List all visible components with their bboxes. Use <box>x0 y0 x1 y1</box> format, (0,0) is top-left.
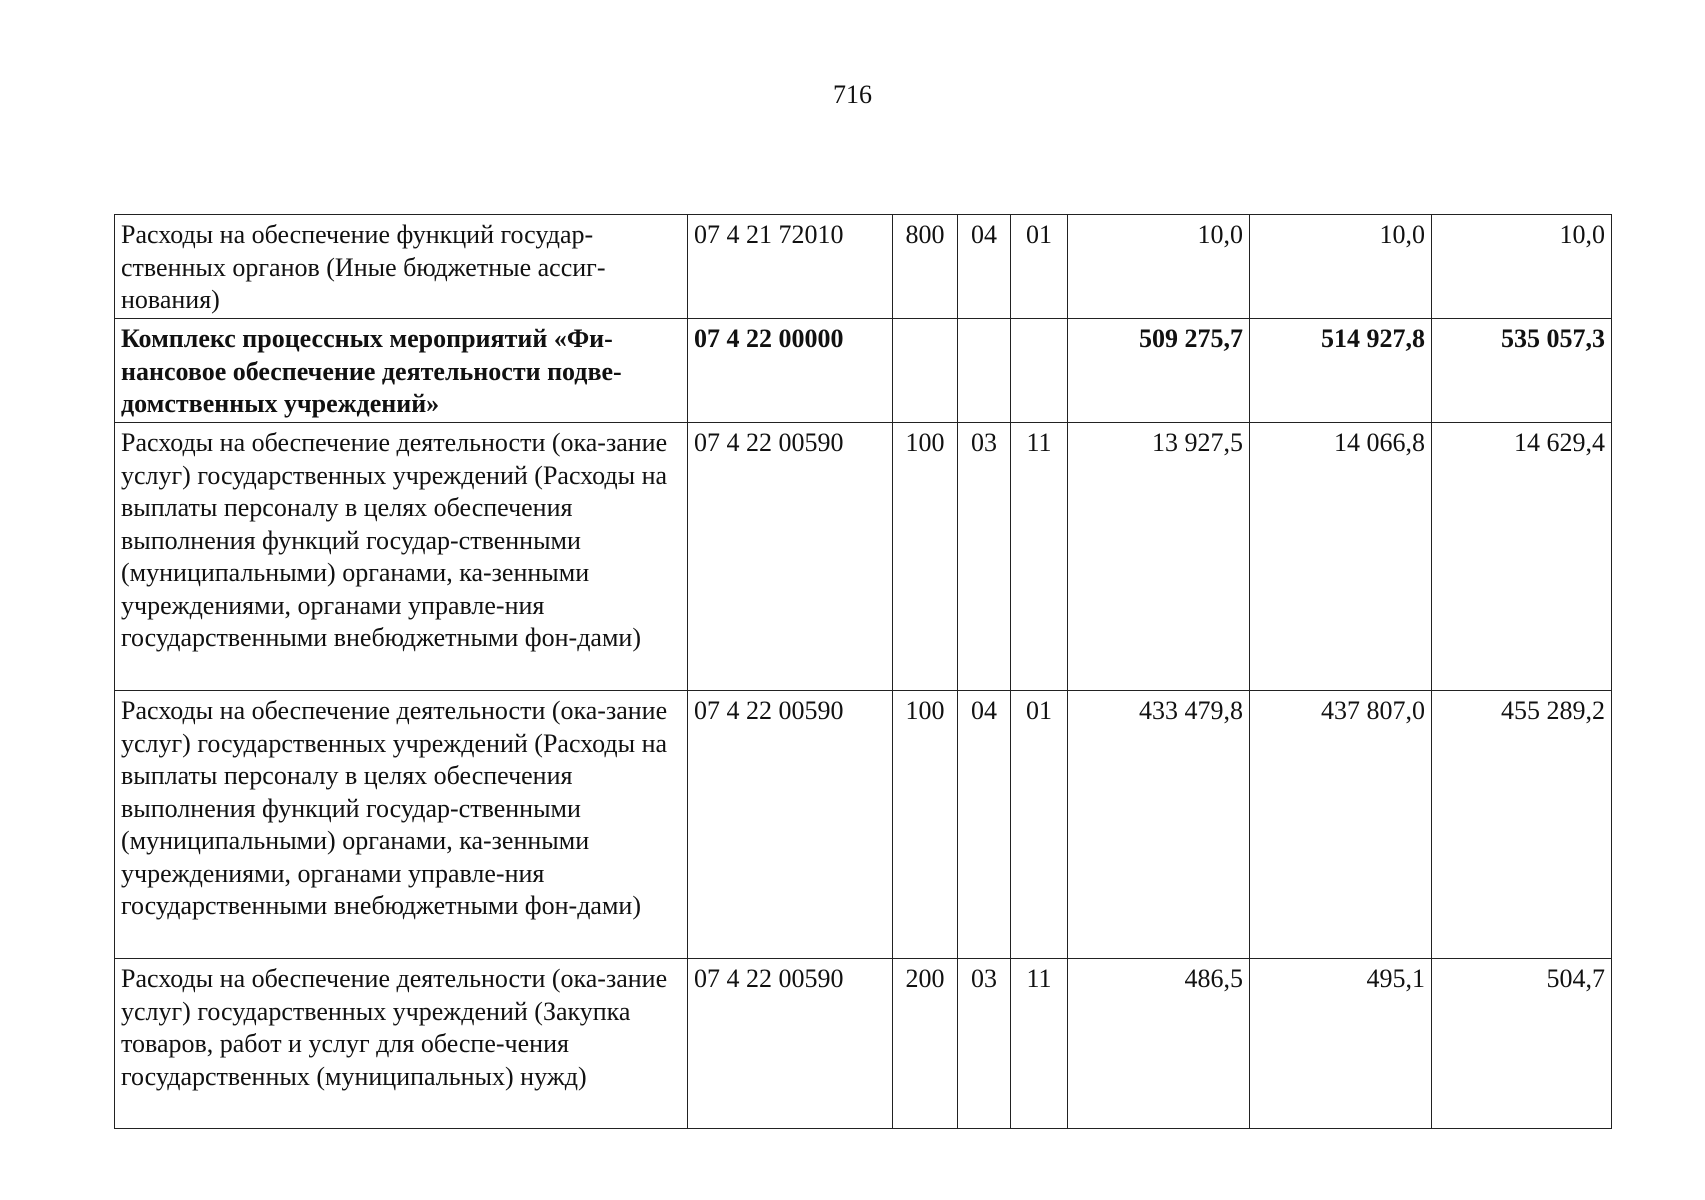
row-target-code: 07 4 22 00590 <box>688 959 893 1129</box>
row-expense-type: 200 <box>893 959 958 1129</box>
row-amount-2: 10,0 <box>1250 215 1432 319</box>
table-row <box>115 959 1612 1129</box>
row-amount-3: 504,7 <box>1432 959 1612 1129</box>
row-amount-2: 514 927,8 <box>1250 319 1432 423</box>
row-subsection: 11 <box>1011 959 1068 1129</box>
row-subsection: 11 <box>1011 423 1068 691</box>
row-section <box>958 319 1011 423</box>
row-expense-type: 100 <box>893 691 958 959</box>
row-target-code: 07 4 22 00590 <box>688 691 893 959</box>
row-target-code: 07 4 22 00000 <box>688 319 893 423</box>
row-expense-type: 100 <box>893 423 958 691</box>
row-section: 03 <box>958 423 1011 691</box>
table-row <box>115 319 1612 423</box>
row-target-code: 07 4 22 00590 <box>688 423 893 691</box>
row-subsection: 01 <box>1011 691 1068 959</box>
row-expense-type <box>893 319 958 423</box>
row-description: Расходы на обеспечение деятельности (ока-зание услуг) государственных учреждений (Расходы на выплаты персоналу в целях обеспечения выполнения функций государ-ственными (муниципальными) органами, ка-зенными учреждениями, органами управле-ния государственными внебюджетными фон-дами) <box>115 691 688 959</box>
row-section: 03 <box>958 959 1011 1129</box>
row-amount-3: 455 289,2 <box>1432 691 1612 959</box>
row-target-code: 07 4 21 72010 <box>688 215 893 319</box>
row-amount-3: 535 057,3 <box>1432 319 1612 423</box>
page-number: 716 <box>833 80 872 109</box>
row-amount-1: 433 479,8 <box>1068 691 1250 959</box>
table-row <box>115 691 1612 959</box>
row-amount-1: 10,0 <box>1068 215 1250 319</box>
row-amount-3: 10,0 <box>1432 215 1612 319</box>
row-expense-type: 800 <box>893 215 958 319</box>
row-amount-2: 14 066,8 <box>1250 423 1432 691</box>
row-amount-3: 14 629,4 <box>1432 423 1612 691</box>
row-description: Расходы на обеспечение деятельности (ока-зание услуг) государственных учреждений (Расходы на выплаты персоналу в целях обеспечения выполнения функций государ-ственными (муниципальными) органами, ка-зенными учреждениями, органами управле-ния государственными внебюджетными фон-дами) <box>115 423 688 691</box>
row-description: Расходы на обеспечение деятельности (ока-зание услуг) государственных учреждений (Закупка товаров, работ и услуг для обеспе-чения государственных (муниципальных) нужд) <box>115 959 688 1129</box>
row-amount-1: 509 275,7 <box>1068 319 1250 423</box>
table-row <box>115 423 1612 691</box>
row-description: Комплекс процессных мероприятий «Фи-нансовое обеспечение деятельности подве-домственных учреждений» <box>115 319 688 423</box>
row-section: 04 <box>958 215 1011 319</box>
row-amount-1: 13 927,5 <box>1068 423 1250 691</box>
row-section: 04 <box>958 691 1011 959</box>
row-description: Расходы на обеспечение функций государ-ственных органов (Иные бюджетные ассиг-нования) <box>115 215 688 319</box>
row-amount-1: 486,5 <box>1068 959 1250 1129</box>
budget-table <box>114 214 1612 1129</box>
row-subsection <box>1011 319 1068 423</box>
row-subsection: 01 <box>1011 215 1068 319</box>
row-amount-2: 495,1 <box>1250 959 1432 1129</box>
row-amount-2: 437 807,0 <box>1250 691 1432 959</box>
table-row <box>115 215 1612 319</box>
